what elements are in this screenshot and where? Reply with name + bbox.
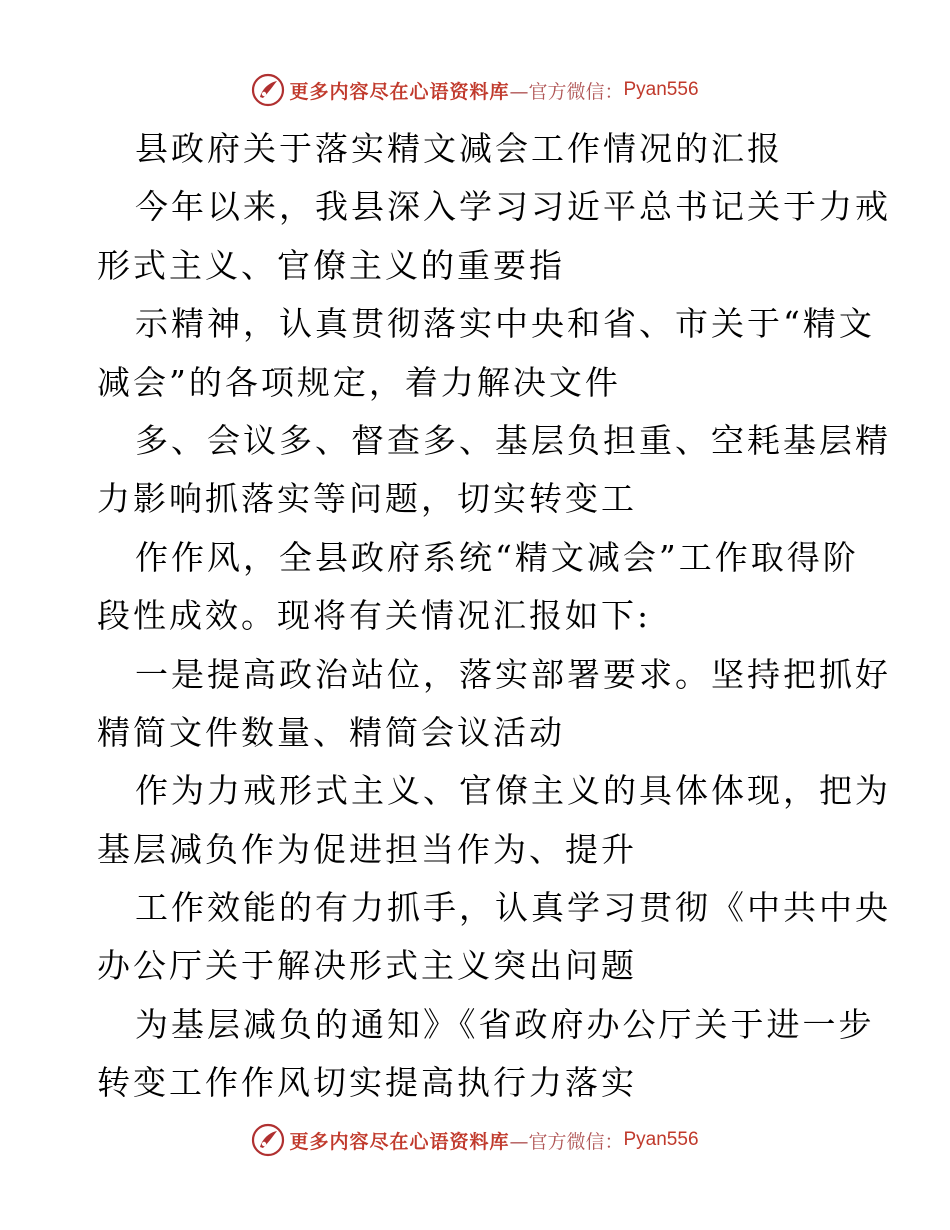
banner-wechat-id: Pyan556 bbox=[623, 1129, 699, 1150]
body-text-line: 段性成效。现将有关情况汇报如下: bbox=[97, 596, 652, 636]
body-text-line: 基层减负作为促进担当作为、提升 bbox=[97, 829, 637, 869]
body-text-line: 工作效能的有力抓手，认真学习贯彻《中共中央 bbox=[135, 888, 891, 928]
footer-watermark-banner bbox=[0, 1120, 950, 1160]
banner-brand-text: 更多内容尽在心语资料库 bbox=[289, 1130, 510, 1153]
document-body bbox=[97, 120, 891, 1113]
header-watermark-banner bbox=[0, 70, 950, 110]
body-text-line: 为基层减负的通知》《省政府办公厅关于进一步 bbox=[135, 1004, 875, 1044]
brand-logo-icon bbox=[251, 73, 285, 107]
document-title: 县政府关于落实精文减会工作情况的汇报 bbox=[135, 129, 783, 168]
body-text-line: 示精神，认真贯彻落实中央和省、市关于“精文 bbox=[135, 304, 875, 344]
body-text-line: 减会”的各项规定，着力解决文件 bbox=[97, 362, 621, 402]
body-text-line: 力影响抓落实等问题，切实转变工 bbox=[97, 479, 637, 519]
banner-brand-text: 更多内容尽在心语资料库 bbox=[289, 80, 510, 103]
body-text-line: 一是提高政治站位，落实部署要求。坚持把抓好 bbox=[135, 654, 891, 694]
banner-wechat-label: —官方微信： bbox=[509, 1130, 624, 1153]
banner-wechat-id: Pyan556 bbox=[623, 79, 699, 100]
body-text-line: 精简文件数量、精简会议活动 bbox=[97, 712, 565, 752]
body-text-line: 作作风，全县政府系统“精文减会”工作取得阶 bbox=[135, 537, 859, 577]
body-text-line: 转变工作作风切实提高执行力落实 bbox=[97, 1063, 637, 1103]
body-text-line: 形式主义、官僚主义的重要指 bbox=[97, 245, 565, 285]
body-text-line: 作为力戒形式主义、官僚主义的具体体现，把为 bbox=[135, 771, 891, 811]
body-text-line: 办公厅关于解决形式主义突出问题 bbox=[97, 946, 637, 986]
body-text-line: 今年以来，我县深入学习习近平总书记关于力戒 bbox=[135, 187, 891, 227]
brand-logo-icon bbox=[251, 1123, 285, 1157]
body-text-line: 多、会议多、督查多、基层负担重、空耗基层精 bbox=[135, 420, 891, 460]
banner-wechat-label: —官方微信： bbox=[509, 80, 624, 103]
